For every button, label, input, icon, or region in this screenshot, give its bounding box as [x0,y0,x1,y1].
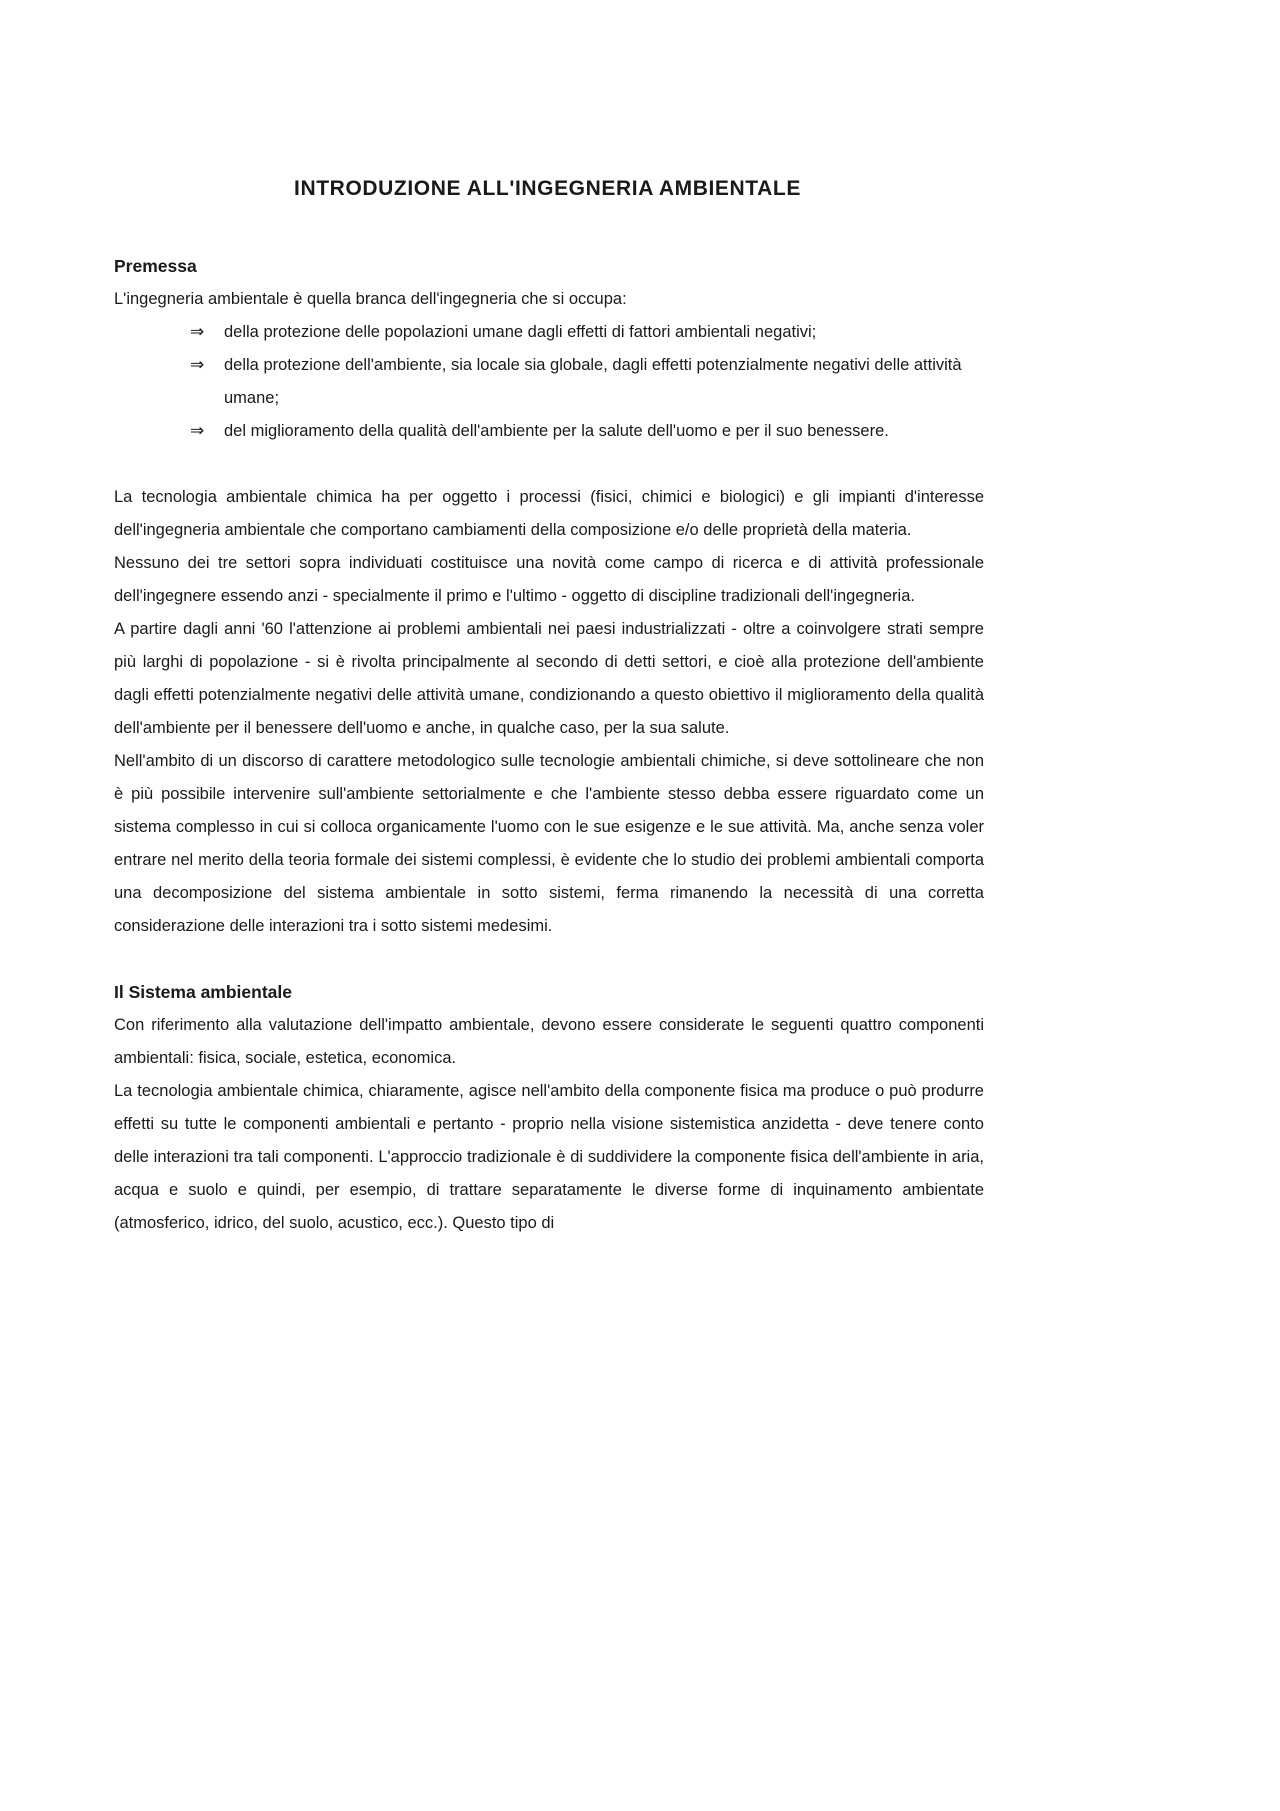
section-heading-sistema-ambientale: Il Sistema ambientale [114,982,292,1002]
double-arrow-icon: ⇒ [190,355,205,375]
bullet-list [114,316,984,448]
list-item [114,349,984,415]
list-item [114,316,984,349]
document-body [114,250,984,1240]
spacer [114,448,984,481]
paragraph: Nell'ambito di un discorso di carattere metodologico sulle tecnologie ambientali chimiche, si deve sottolineare che non è più possibile intervenire sull'ambiente settorialmente e che l'ambiente stesso debba essere riguardato come un sistema complesso in cui si colloca organicamente l'uomo con le sue esigenze e le sue attività. Ma, anche senza voler entrare nel merito della teoria formale dei sistemi complessi, è evidente che lo studio dei problemi ambientali comporta una decomposizione del sistema ambientale in sotto sistemi, ferma rimanendo la necessità di una corretta considerazione delle interazioni tra i sotto sistemi medesimi. [114,752,984,935]
section-heading-premessa: Premessa [114,256,197,276]
paragraph: Nessuno dei tre settori sopra individuati costituisce una novità come campo di ricerca e di attività professionale dell'ingegnere essendo anzi - specialmente il primo e l'ultimo - oggetto di discipline tradizionali dell'ingegneria. [114,554,984,605]
list-item-text: del miglioramento della qualità dell'ambiente per la salute dell'uomo e per il suo benessere. [224,422,889,440]
double-arrow-icon: ⇒ [190,322,205,342]
paragraph: La tecnologia ambientale chimica ha per oggetto i processi (fisici, chimici e biologici) e gli impianti d'interesse dell'ingegneria ambientale che comportano cambiamenti della composizione e/o delle proprietà della materia. [114,488,984,539]
list-item-text: della protezione dell'ambiente, sia locale sia globale, dagli effetti potenzialmente negativi delle attività umane; [224,356,962,407]
page-title: INTRODUZIONE ALL'INGEGNERIA AMBIENTALE [294,177,801,200]
paragraph: Con riferimento alla valutazione dell'impatto ambientale, devono essere considerate le seguenti quattro componenti ambientali: fisica, sociale, estetica, economica. [114,1016,984,1067]
spacer [114,943,984,976]
list-item [114,415,984,448]
list-item-text: della protezione delle popolazioni umane dagli effetti di fattori ambientali negativi; [224,323,817,341]
section-intro: L'ingegneria ambientale è quella branca dell'ingegneria che si occupa: [114,290,627,308]
paragraph: La tecnologia ambientale chimica, chiaramente, agisce nell'ambito della componente fisica ma produce o può produrre effetti su tutte le componenti ambientali e pertanto - proprio nella visione sistemistica anzidetta - deve tenere conto delle interazioni tra tali componenti. L'approccio tradizionale è di suddividere la componente fisica dell'ambiente in aria, acqua e suolo e quindi, per esempio, di trattare separatamente le diverse forme di inquinamento ambientate (atmosferico, idrico, del suolo, acustico, ecc.). Questo tipo di [114,1082,984,1232]
paragraph: A partire dagli anni '60 l'attenzione ai problemi ambientali nei paesi industrializzati - oltre a coinvolgere strati sempre più larghi di popolazione - si è rivolta principalmente al secondo di detti settori, e cioè alla protezione dell'ambiente dagli effetti potenzialmente negativi delle attività umane, condizionando a questo obiettivo il miglioramento della qualità dell'ambiente per il benessere dell'uomo e anche, in qualche caso, per la sua salute. [114,620,984,737]
double-arrow-icon: ⇒ [190,421,205,441]
